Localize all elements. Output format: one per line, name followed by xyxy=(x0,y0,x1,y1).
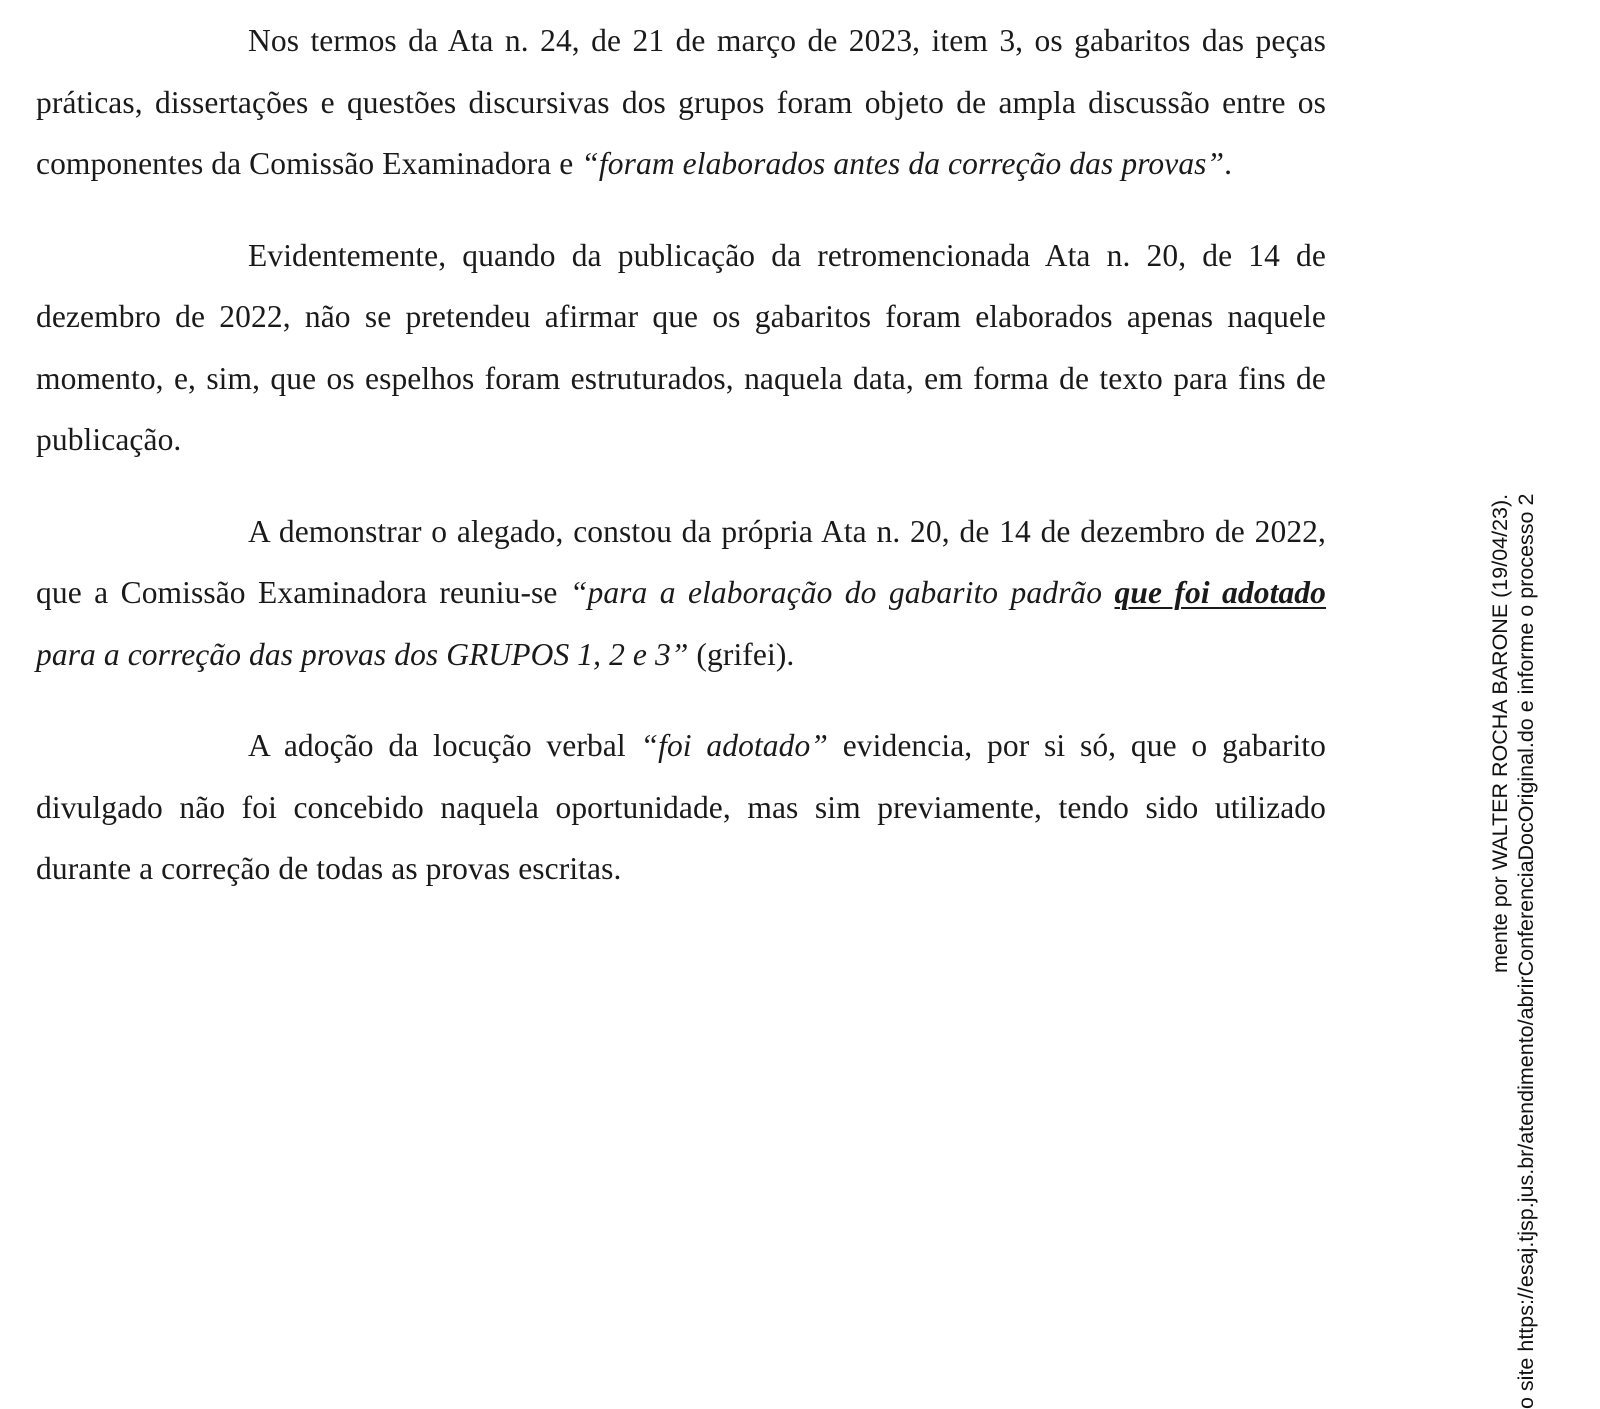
paragraph-3-text: A demonstrar o alegado, constou da própria Ata n. 20, de 14 de dezembro de 2022, que a Comissão Examinadora reuniu-se xyxy=(36,513,1326,610)
paragraph-1 xyxy=(36,10,1326,195)
paragraph-4-end: evidencia, por si só, que o gabarito divulgado não foi concebido naquela oportunidade, mas sim previamente, tendo sido utilizado durante a correção de todas as provas escritas. xyxy=(36,728,1327,886)
paragraph-4-text: A adoção da locução verbal xyxy=(248,728,641,763)
paragraph-1-quote: “foram elaborados antes da correção das provas” xyxy=(581,146,1225,181)
paragraph-3-quote-end: para a correção das provas dos GRUPOS 1, 2 e 3” xyxy=(36,636,689,672)
paragraph-2-text: Evidentemente, quando da publicação da retromencionada Ata n. 20, de 14 de dezembro de 2022, não se pretendeu afirmar que os gabaritos foram elaborados apenas naquele momento, e, sim, que os espelhos foram estruturados, naquela data, em forma de texto para fins de publicação. xyxy=(36,237,1326,457)
signature-line: mente por WALTER ROCHA BARONE (19/04/23). xyxy=(1488,493,1512,973)
paragraph-4 xyxy=(36,715,1326,900)
paragraph-2 xyxy=(36,225,1326,471)
paragraph-3-quote-start: “para a elaboração do gabarito padrão xyxy=(569,575,1115,610)
digital-signature-sidebar xyxy=(1488,0,1600,1409)
paragraph-4-quote: “foi adotado” xyxy=(640,728,828,763)
paragraph-3-emphasis: que foi adotado xyxy=(1114,575,1326,610)
verification-line: o site https://esaj.tjsp.jus.br/atendimento/abrirConferenciaDocOriginal.do e informe o processo 2 xyxy=(1514,493,1538,1409)
paragraph-3 xyxy=(36,501,1326,686)
paragraph-1-end: . xyxy=(1224,146,1233,181)
paragraph-1-text: Nos termos da Ata n. 24, de 21 de março de 2023, item 3, os gabaritos das peças práticas, dissertações e questões discursivas dos grupos foram objeto de ampla discussão entre os componentes da Comissão Examinadora e xyxy=(36,23,1326,181)
document-body xyxy=(36,10,1326,900)
paragraph-3-note: (grifei). xyxy=(688,636,795,672)
